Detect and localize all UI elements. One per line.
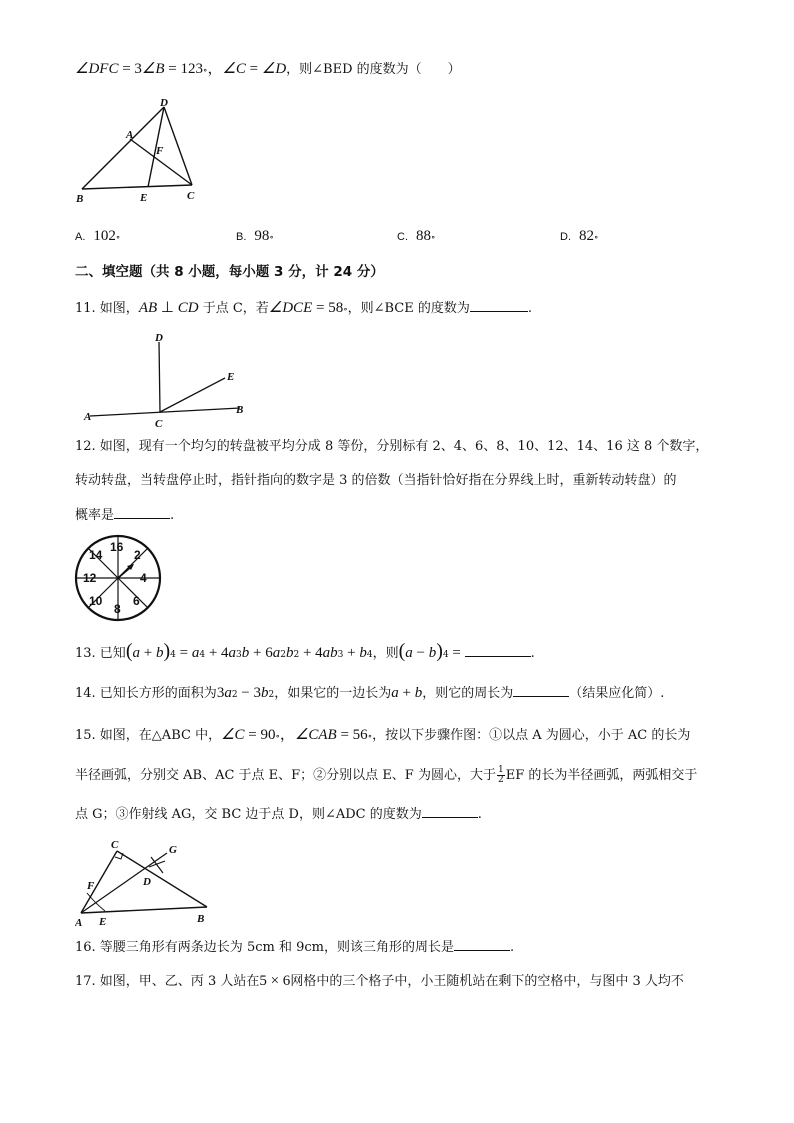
q15-label-c: C [111,839,119,851]
q16-answer-blank [454,938,510,951]
q10-label-b: B [76,193,84,205]
q15-label-g: G [169,844,177,856]
q11-answer-blank [470,299,528,312]
q10-stem-tail: ，则∠BED 的度数为（ ） [286,62,461,77]
q15-label-b: B [197,913,205,925]
q10-figure [70,95,220,205]
q10-label-a: A [126,129,134,141]
q10-option-b: B. 98∘ [236,228,274,244]
wheel-number-10: 10 [89,594,103,608]
q12-line1: 12. 如图，现有一个均匀的转盘被平均分成 8 等份，分别标有 2、4、6、8、10、12、14、16 这 8 个数字， [75,439,709,454]
q14-answer-blank [513,684,569,697]
q12-line2: 转动转盘，当转盘停止时，指针指向的数字是 3 的倍数（当指针恰好指在分界线上时，重新转动转盘）的 [75,473,677,488]
q15-label-a: A [75,917,83,928]
q11-label-e: E [227,371,235,383]
wheel-number-8: 8 [114,602,121,616]
q15-line3: 点 G；③作射线 AG，交 BC 边于点 D，则∠ADC 的度数为 . [75,807,482,822]
q13-answer-blank [465,644,531,657]
q11-label-b: B [236,404,244,416]
q11-label-c: C [155,418,163,428]
section-heading: 二、填空题（共 8 小题，每小题 3 分，计 24 分） [75,264,384,280]
q10-option-a: A. 102∘ [75,228,121,244]
q15-answer-blank [422,805,478,818]
q15-label-f: F [87,880,95,892]
q10-label-e: E [140,192,148,204]
q10-option-c: C. 88∘ [397,228,436,244]
q10-label-f: F [156,145,164,157]
q14-text: 14. 已知长方形的面积为3a2 − 3b2，如果它的一边长为a + b，则它的周长为 （结果应化简）. [75,685,665,701]
q15-figure [75,833,225,928]
q12-spinner [72,532,164,624]
q10-option-d: D. 82∘ [560,228,599,244]
q15-label-d: D [143,876,151,888]
wheel-number-4: 4 [140,571,147,585]
q12-answer-blank [114,506,170,519]
wheel-number-16: 16 [110,540,124,554]
wheel-number-12: 12 [83,571,97,585]
q10-label-d: D [160,97,168,109]
wheel-number-2: 2 [134,548,141,562]
q11-label-d: D [155,332,163,344]
half-fraction: $\frac{1}{2}$ [497,765,504,785]
q11-label-a: A [84,411,92,423]
q16-text: 16. 等腰三角形有两条边长为 5cm 和 9cm，则该三角形的周长是 . [75,940,515,955]
q13-text: 13. 已知(a + b)4 = a4 + 4a3b + 6a2b2 + 4ab3 + b4，则(a − b)4 = . [75,640,535,662]
q15-line2: 半径画弧，分别交 AB、AC 于点 E、F；②分别以点 E、F 为圆心，大于 $\frac{1}{2}$ EF 的长为半径画弧，两弧相交于 [75,765,698,785]
q11-text: 11. 如图，AB ⊥ CD 于点 C，若∠DCE = 58∘，则∠BCE 的度数为 . [75,300,533,316]
wheel-number-6: 6 [133,594,140,608]
wheel-number-14: 14 [89,548,103,562]
q15-line1: 15. 如图，在△ABC 中，∠C = 90∘，∠CAB = 56∘，按以下步骤作图：①以点 A 为圆心，小于 AC 的长为 [75,727,691,743]
q15-label-e: E [99,916,107,928]
q10-label-c: C [187,190,195,202]
q17-text: 17. 如图，甲、乙、丙 3 人站在5 × 6网格中的三个格子中，小王随机站在剩下的空格中，与图中 3 人均不 [75,973,684,989]
q11-figure [80,328,260,428]
q10-stem: ∠DFC = 3∠B = 123∘，∠C = ∠D，则∠BED 的度数为（ ） [75,61,461,77]
q12-line3: 概率是 . [75,508,175,523]
